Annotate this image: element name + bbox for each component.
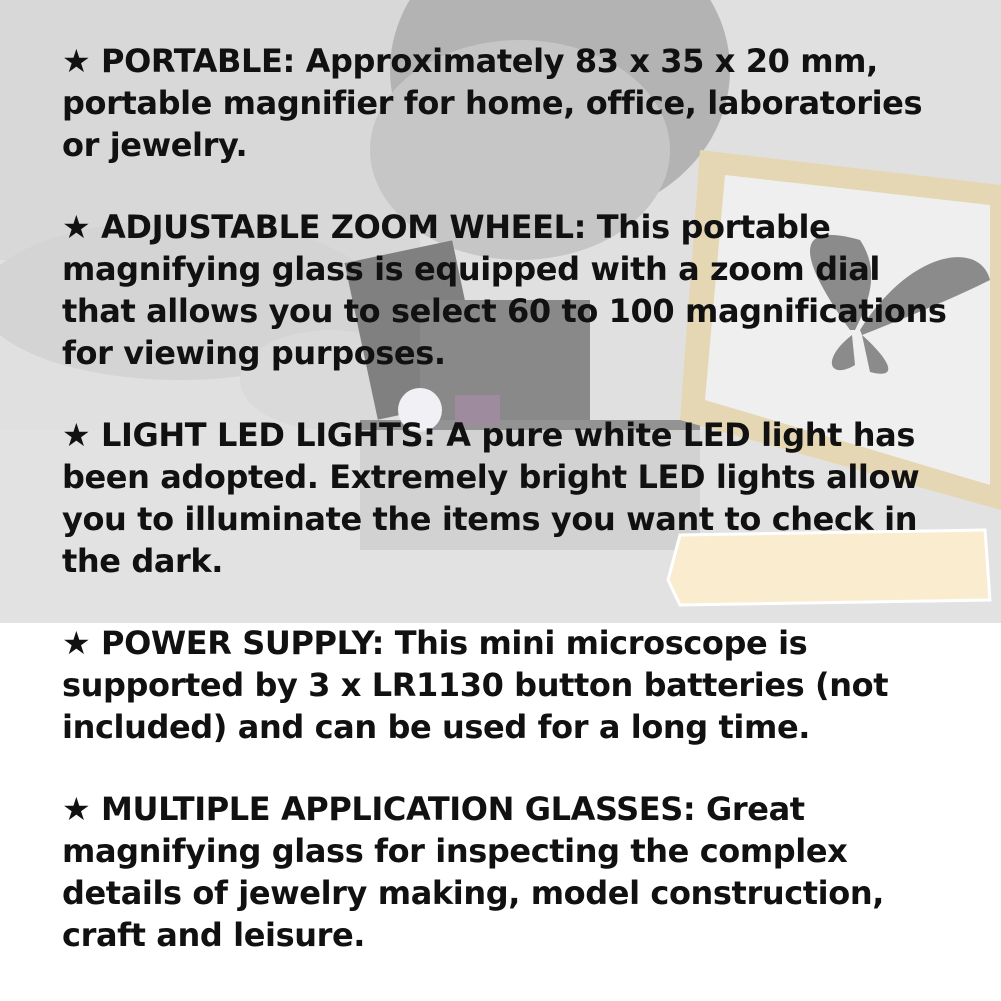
feature-list	[62, 40, 962, 996]
feature-applications	[62, 788, 962, 956]
feature-text: LIGHT LED LIGHTS: A pure white LED light has been adopted. Extremely bright LED lights allow you to illuminate the items you want to check in the dark.	[62, 416, 920, 580]
feature-led-lights	[62, 414, 962, 582]
feature-text: MULTIPLE APPLICATION GLASSES: Great magnifying glass for inspecting the complex details of jewelry making, model construction, craft and leisure.	[62, 790, 884, 954]
star-icon: ★	[62, 208, 91, 246]
star-icon: ★	[62, 624, 91, 662]
feature-text: PORTABLE: Approximately 83 x 35 x 20 mm, portable magnifier for home, office, laboratories or jewelry.	[62, 42, 923, 164]
feature-portable	[62, 40, 962, 166]
star-icon: ★	[62, 416, 91, 454]
star-icon: ★	[62, 790, 91, 828]
feature-text: POWER SUPPLY: This mini microscope is supported by 3 x LR1130 button batteries (not included) and can be used for a long time.	[62, 624, 889, 746]
feature-power-supply	[62, 622, 962, 748]
feature-text: ADJUSTABLE ZOOM WHEEL: This portable magnifying glass is equipped with a zoom dial that allows you to select 60 to 100 magnifications for viewing purposes.	[62, 208, 947, 372]
star-icon: ★	[62, 42, 91, 80]
feature-zoom-wheel	[62, 206, 962, 374]
